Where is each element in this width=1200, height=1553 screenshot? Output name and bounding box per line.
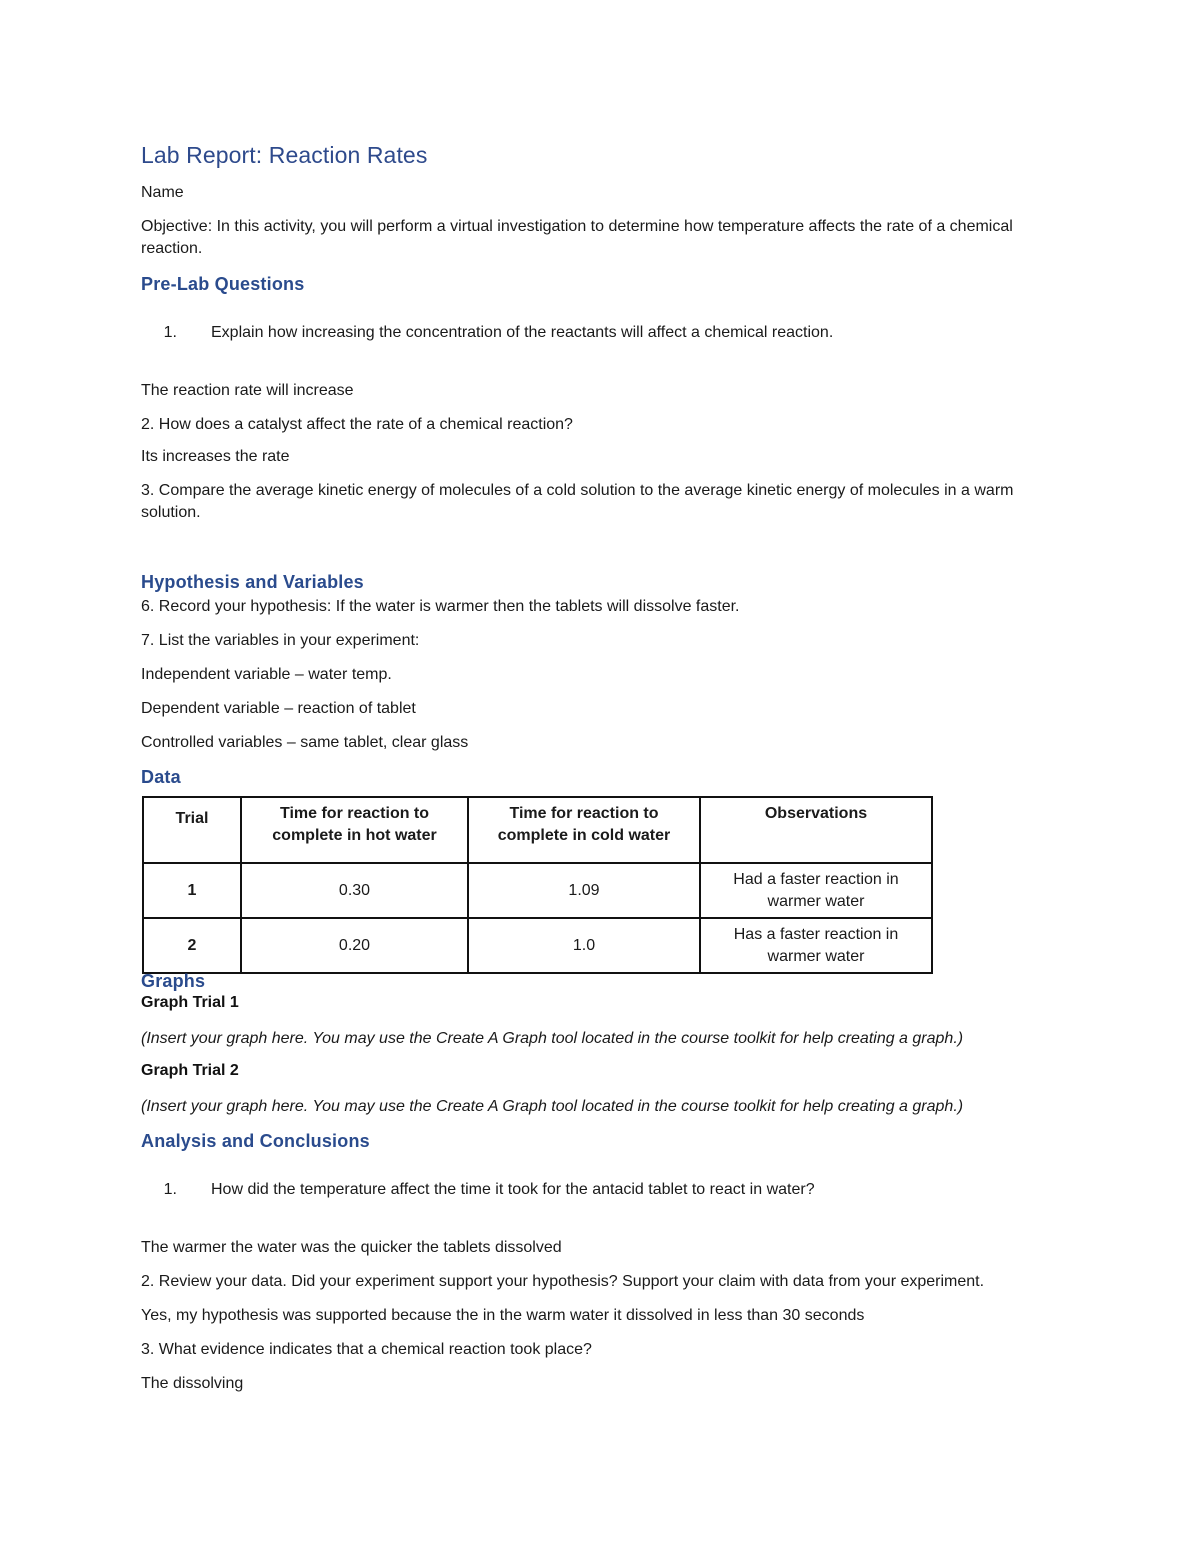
header-trial: Trial [143,797,241,863]
hypothesis-heading: Hypothesis and Variables [141,572,364,592]
analysis-heading: Analysis and Conclusions [141,1131,370,1151]
header-cold-water: Time for reaction to complete in cold water [468,797,700,863]
trial-cell: 2 [143,918,241,973]
dependent-variable: Dependent variable – reaction of tablet [141,700,416,717]
question-text: How did the temperature affect the time it took for the antacid tablet to react in water? [211,1181,815,1198]
controlled-variables: Controlled variables – same tablet, clear glass [141,734,469,751]
observation-cell: Had a faster reaction in warmer water [700,863,932,918]
graph-trial-2-label: Graph Trial 2 [141,1062,239,1079]
name-label: Name [141,184,184,201]
prelab-heading: Pre-Lab Questions [141,274,305,294]
prelab-question-3: 3. Compare the average kinetic energy of molecules of a cold solution to the average kinetic energy of molecules in a warm solution. [141,482,1014,521]
hot-water-cell: 0.20 [241,918,468,973]
hot-water-cell: 0.30 [241,863,468,918]
question-number: 1. [163,324,177,341]
table-row [143,863,932,918]
prelab-answer-2: Its increases the rate [141,448,290,465]
table-row [143,918,932,973]
question-text: Explain how increasing the concentration of the reactants will affect a chemical reaction. [211,324,834,341]
analysis-question-1 [141,1179,815,1201]
objective-text: Objective: In this activity, you will perform a virtual investigation to determine how temperature affects the rate of a chemical reaction. [141,218,1013,257]
header-observations: Observations [700,797,932,863]
table-header-row [143,797,932,863]
analysis-answer-3: The dissolving [141,1375,244,1392]
analysis-answer-2: Yes, my hypothesis was supported because the in the warm water it dissolved in less than 30 seconds [141,1307,865,1324]
trial-cell: 1 [143,863,241,918]
analysis-question-2: 2. Review your data. Did your experiment support your hypothesis? Support your claim with data from your experiment. [141,1273,985,1290]
question-number: 1. [163,1181,177,1198]
cold-water-cell: 1.0 [468,918,700,973]
header-hot-water: Time for reaction to complete in hot water [241,797,468,863]
data-table [142,796,933,974]
prelab-answer-1: The reaction rate will increase [141,382,354,399]
analysis-question-3: 3. What evidence indicates that a chemical reaction took place? [141,1341,592,1358]
analysis-answer-1: The warmer the water was the quicker the tablets dissolved [141,1239,562,1256]
prelab-question-1 [141,322,833,344]
cold-water-cell: 1.09 [468,863,700,918]
hypothesis-statement: 6. Record your hypothesis: If the water is warmer then the tablets will dissolve faster. [141,598,740,615]
prelab-question-2: 2. How does a catalyst affect the rate of a chemical reaction? [141,416,573,433]
graph-trial-1-placeholder: (Insert your graph here. You may use the Create A Graph tool located in the course toolkit for help creating a graph.) [141,1030,964,1047]
observation-cell: Has a faster reaction in warmer water [700,918,932,973]
page-title: Lab Report: Reaction Rates [141,142,428,168]
graph-trial-1-label: Graph Trial 1 [141,994,239,1011]
independent-variable: Independent variable – water temp. [141,666,392,683]
data-heading: Data [141,767,181,787]
graphs-heading: Graphs [141,971,206,991]
variables-prompt: 7. List the variables in your experiment: [141,632,420,649]
graph-trial-2-placeholder: (Insert your graph here. You may use the Create A Graph tool located in the course toolkit for help creating a graph.) [141,1098,964,1115]
